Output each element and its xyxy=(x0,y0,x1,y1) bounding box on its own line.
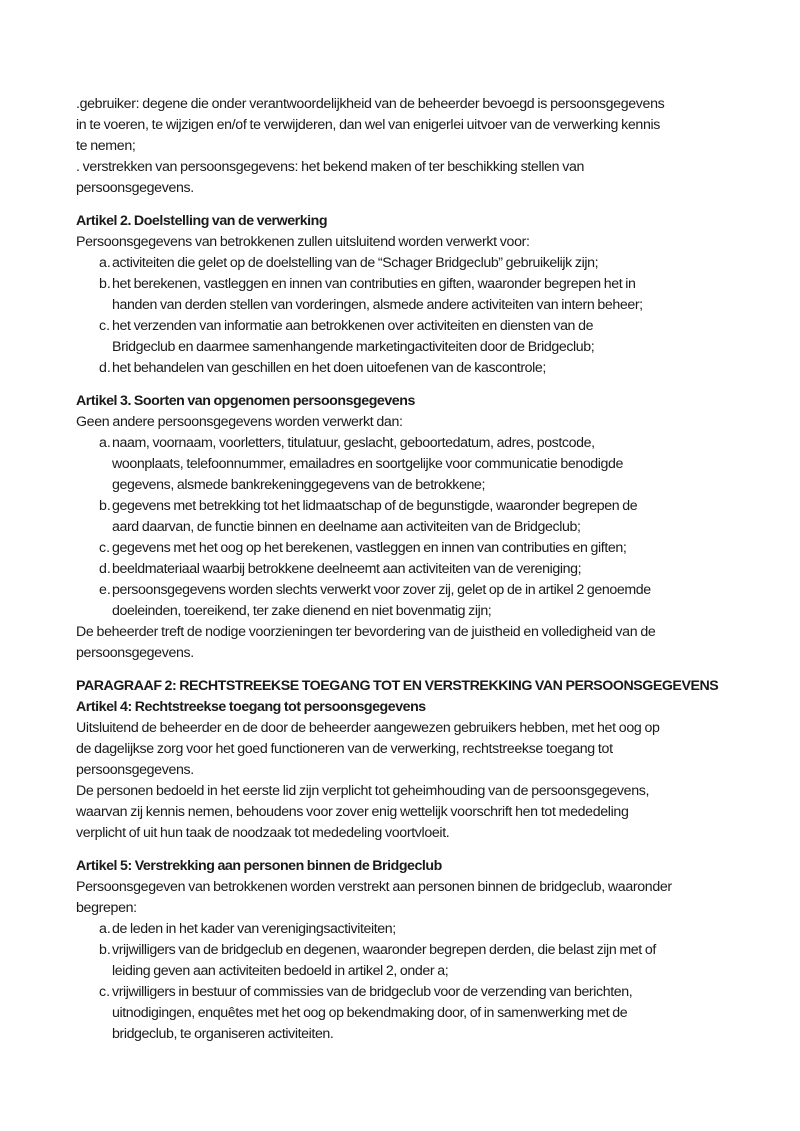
list-marker: b. xyxy=(99,498,111,514)
list-item-text: de leden in het kader van verenigingsactiviteiten; xyxy=(112,921,396,937)
list-item-text: gegevens met betrekking tot het lidmaatschap of de begunstigde, waaronder begrepen de xyxy=(112,498,638,514)
list-item-text: aard daarvan, de functie binnen en deelname aan activiteiten van de Bridgeclub; xyxy=(112,519,581,535)
artikel-4-paragraph-2: De personen bedoeld in het eerste lid zijn verplicht tot geheimhouding van de persoonsgegevens, xyxy=(76,783,650,799)
definition-line: persoonsgegevens. xyxy=(76,180,194,196)
artikel-5-heading: Artikel 5: Verstrekking aan personen binnen de Bridgeclub xyxy=(76,858,442,874)
list-item-text: bridgeclub, te organiseren activiteiten. xyxy=(112,1026,334,1042)
list-marker: e. xyxy=(99,582,111,598)
list-item-text: gegevens met het oog op het berekenen, vastleggen en innen van contributies en giften; xyxy=(112,540,627,556)
definition-line: in te voeren, te wijzigen en/of te verwijderen, dan wel van enigerlei uitvoer van de verwerking kennis xyxy=(76,117,661,133)
list-item xyxy=(76,919,776,940)
section-spacer xyxy=(76,199,776,211)
paragraaf-2-heading: PARAGRAAF 2: RECHTSTREEKSE TOEGANG TOT EN VERSTREKKING VAN PERSOONSGEGEVENS xyxy=(76,678,719,694)
list-item xyxy=(76,982,776,1045)
list-marker: d. xyxy=(99,561,111,577)
list-marker: a. xyxy=(99,255,111,271)
artikel-4-heading: Artikel 4: Rechtstreekse toegang tot persoonsgegevens xyxy=(76,699,426,715)
section-spacer xyxy=(76,379,776,391)
artikel-3-section xyxy=(76,391,776,664)
list-item-text: leiding geven aan activiteiten bedoeld in artikel 2, onder a; xyxy=(112,963,449,979)
artikel-2-heading: Artikel 2. Doelstelling van de verwerking xyxy=(76,213,328,229)
list-item-text: handen van derden stellen van vorderingen, alsmede andere activiteiten van intern beheer; xyxy=(112,297,643,313)
list-item xyxy=(76,253,776,274)
artikel-2-intro: Persoonsgegevens van betrokkenen zullen uitsluitend worden verwerkt voor: xyxy=(76,234,530,250)
section-spacer xyxy=(76,844,776,856)
artikel-3-closing: persoonsgegevens. xyxy=(76,645,194,661)
artikel-5-section xyxy=(76,856,776,1045)
list-item-text: vrijwilligers van de bridgeclub en degenen, waaronder begrepen derden, die belast zijn met of xyxy=(112,942,656,958)
artikel-4-paragraph-2: waarvan zij kennis nemen, behoudens voor zover enig wettelijk voorschrift hen tot mededeling xyxy=(76,804,629,820)
artikel-4-paragraph-1: Uitsluitend de beheerder en de door de beheerder aangewezen gebruikers hebben, met het oog op xyxy=(76,720,660,736)
list-item xyxy=(76,316,776,358)
artikel-5-intro: begrepen: xyxy=(76,900,137,916)
section-spacer xyxy=(76,664,776,676)
artikel-4-paragraph-2: verplicht of uit hun taak de noodzaak tot mededeling voortvloeit. xyxy=(76,825,450,841)
list-item-text: gegevens, alsmede bankrekeninggegevens van de betrokkene; xyxy=(112,477,486,493)
list-item xyxy=(76,274,776,316)
list-item-text: het verzenden van informatie aan betrokkenen over activiteiten en diensten van de xyxy=(112,318,594,334)
list-item-text: activiteiten die gelet op de doelstelling van de “Schager Bridgeclub” gebruikelijk zijn; xyxy=(112,255,599,271)
list-item-text: vrijwilligers in bestuur of commissies van de bridgeclub voor de verzending van berichten, xyxy=(112,984,633,1000)
definition-line: .gebruiker: degene die onder verantwoordelijkheid van de beheerder bevoegd is persoonsgegevens xyxy=(76,96,665,112)
list-item xyxy=(76,358,776,379)
list-item-text: het behandelen van geschillen en het doen uitoefenen van de kascontrole; xyxy=(112,360,546,376)
list-item-text: uitnodigingen, enquêtes met het oog op bekendmaking door, of in samenwerking met de xyxy=(112,1005,628,1021)
list-item xyxy=(76,940,776,982)
artikel-4-paragraph-1: persoonsgegevens. xyxy=(76,762,194,778)
list-item-text: het berekenen, vastleggen en innen van contributies en giften, waaronder begrepen het in xyxy=(112,276,636,292)
list-item xyxy=(76,538,776,559)
list-item-text: persoonsgegevens worden slechts verwerkt voor zover zij, gelet op de in artikel 2 genoemde xyxy=(112,582,651,598)
artikel-3-intro: Geen andere persoonsgegevens worden verwerkt dan: xyxy=(76,414,403,430)
artikel-3-heading: Artikel 3. Soorten van opgenomen persoonsgegevens xyxy=(76,393,415,409)
list-marker: c. xyxy=(99,540,111,556)
list-item-text: naam, voornaam, voorletters, titulatuur, geslacht, geboortedatum, adres, postcode, xyxy=(112,435,595,451)
list-marker: b. xyxy=(99,276,111,292)
list-item-text: woonplaats, telefoonnummer, emailadres en soortgelijke voor communicatie benodigde xyxy=(112,456,624,472)
definitions-section xyxy=(76,94,776,199)
artikel-2-section xyxy=(76,211,776,379)
list-item xyxy=(76,433,776,496)
list-item xyxy=(76,559,776,580)
definition-line: te nemen; xyxy=(76,138,136,154)
list-item-text: beeldmateriaal waarbij betrokkene deelneemt aan activiteiten van de vereniging; xyxy=(112,561,582,577)
artikel-4-paragraph-1: de dagelijkse zorg voor het goed functioneren van de verwerking, rechtstreekse toegang tot xyxy=(76,741,613,757)
list-item xyxy=(76,580,776,622)
list-marker: a. xyxy=(99,921,111,937)
list-item-text: doeleinden, toereikend, ter zake dienend en niet bovenmatig zijn; xyxy=(112,603,492,619)
definition-line: . verstrekken van persoonsgegevens: het bekend maken of ter beschikking stellen van xyxy=(76,159,585,175)
list-marker: c. xyxy=(99,318,111,334)
list-marker: b. xyxy=(99,942,111,958)
list-marker: c. xyxy=(99,984,111,1000)
paragraaf-2-section xyxy=(76,676,776,844)
document-page xyxy=(76,94,776,1045)
list-item-text: Bridgeclub en daarmee samenhangende marketingactiviteiten door de Bridgeclub; xyxy=(112,339,595,355)
list-marker: a. xyxy=(99,435,111,451)
artikel-3-closing: De beheerder treft de nodige voorzieningen ter bevordering van de juistheid en volledigheid van de xyxy=(76,624,656,640)
list-item xyxy=(76,496,776,538)
list-marker: d. xyxy=(99,360,111,376)
artikel-5-intro: Persoonsgegeven van betrokkenen worden verstrekt aan personen binnen de bridgeclub, waaronder xyxy=(76,879,672,895)
